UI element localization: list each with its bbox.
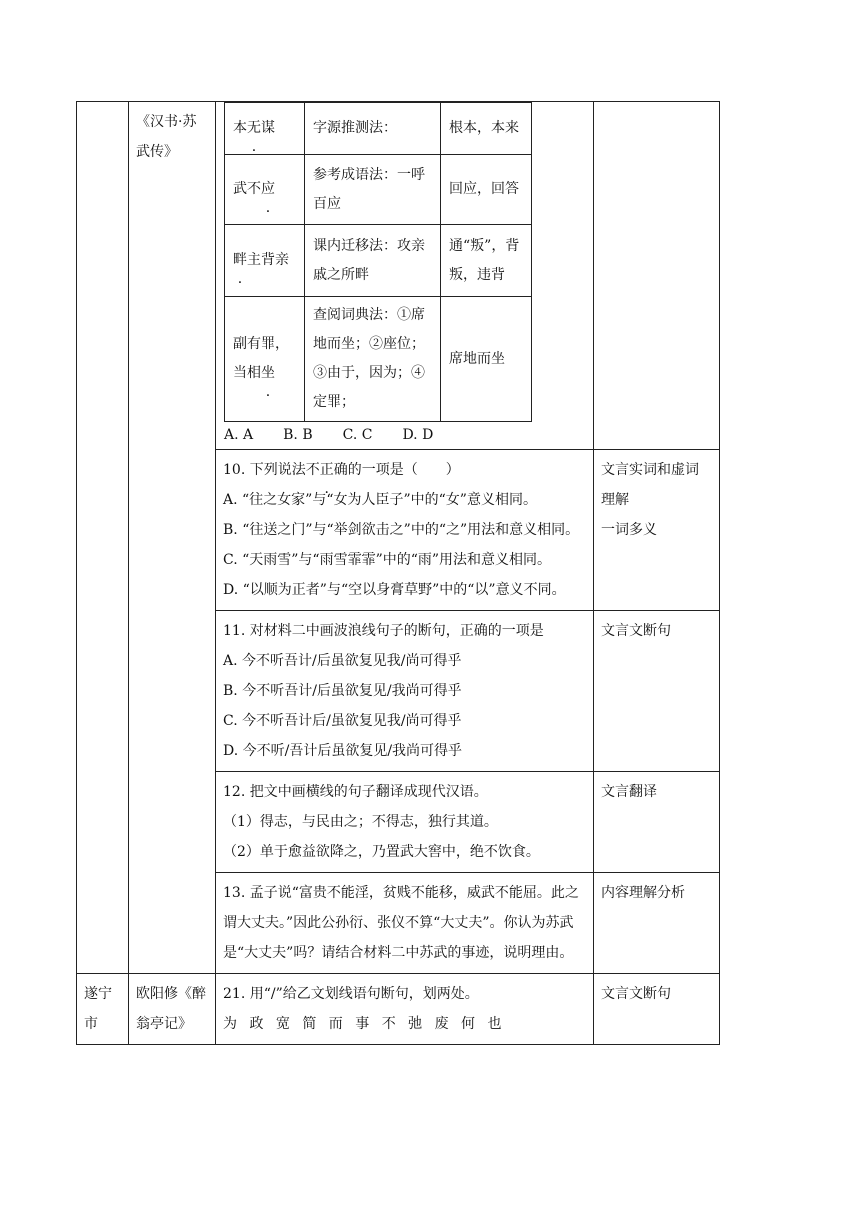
tag-cell bbox=[594, 974, 720, 1045]
sentence-2: （2）单于愈益欲降之，乃置武大窖中，绝不饮食。 bbox=[223, 844, 540, 860]
choice-b: B. 今不听吾计/后虽欲复见/我尚可得乎 bbox=[223, 683, 462, 699]
question-13 bbox=[216, 873, 594, 974]
vocab-method: 字源推测法： bbox=[305, 103, 441, 155]
skill-tag: 文言实词和虚词理解 bbox=[601, 462, 699, 508]
city-text: 遂宁市 bbox=[84, 986, 112, 1032]
vocab-row bbox=[225, 297, 532, 422]
vocab-word: 畔主背亲 bbox=[225, 225, 305, 297]
table-row bbox=[77, 102, 720, 450]
skill-tag: 内容理解分析 bbox=[601, 885, 685, 901]
question-stem: 21. 用“/”给乙文划线语句断句，划两处。 bbox=[223, 986, 479, 1002]
question-stem: 10. 下列说法不正确的一项是（ ） bbox=[223, 462, 460, 478]
answer-options bbox=[224, 422, 593, 445]
vocab-row bbox=[225, 225, 532, 297]
skill-tag: 文言翻译 bbox=[601, 784, 657, 800]
option-a: A. A bbox=[224, 427, 254, 443]
table-row bbox=[77, 974, 720, 1045]
vocab-meaning: 席地而坐 bbox=[441, 297, 532, 422]
source-cell bbox=[129, 974, 216, 1045]
tag-cell bbox=[594, 611, 720, 772]
skill-tag: 文言文断句 bbox=[601, 986, 671, 1002]
question-10 bbox=[216, 450, 594, 611]
question-21 bbox=[216, 974, 594, 1045]
vocab-method: 课内迁移法：攻亲戚之所畔 bbox=[305, 225, 441, 297]
choice-a: A. “往之女家”与“女为人臣子”中的“女”意义相同。 bbox=[223, 492, 537, 508]
question-cell bbox=[216, 102, 594, 450]
option-d: D. D bbox=[402, 427, 434, 443]
vocab-meaning: 通“叛”，背叛，违背 bbox=[441, 225, 532, 297]
vocab-word: 本无谋 bbox=[225, 103, 305, 155]
source-text: 欧阳修《醉翁亭记》 bbox=[136, 986, 206, 1032]
tag-cell bbox=[594, 873, 720, 974]
tag-cell bbox=[594, 450, 720, 611]
choice-c: C. 今不听吾计后/虽欲复见我/尚可得乎 bbox=[223, 713, 462, 729]
choice-c: C. “天雨雪”与“雨雪霏霏”中的“雨”用法和意义相同。 bbox=[223, 552, 552, 568]
vocab-meaning: 根本，本来 bbox=[441, 103, 532, 155]
tag-cell bbox=[594, 102, 720, 450]
vocab-row bbox=[225, 103, 532, 155]
vocab-meaning: 回应，回答 bbox=[441, 155, 532, 225]
city-cell bbox=[77, 102, 129, 974]
source-cell bbox=[129, 102, 216, 974]
sentence-1: （1）得志，与民由之；不得志，独行其道。 bbox=[223, 814, 498, 830]
skill-subtag: 一词多义 bbox=[601, 522, 657, 538]
vocab-word: 副有罪，当相坐 bbox=[225, 297, 305, 422]
choice-d: D. 今不听/吾计后虽欲复见/我尚可得乎 bbox=[223, 743, 463, 759]
vocab-method: 查阅词典法：①席地而坐；②座位；③由于，因为；④定罪； bbox=[305, 297, 441, 422]
vocab-method: 参考成语法：一呼百应 bbox=[305, 155, 441, 225]
choice-a: A. 今不听吾计/后虽欲复见我/尚可得乎 bbox=[223, 653, 462, 669]
option-c: C. C bbox=[342, 427, 373, 443]
sentence-to-split: 为 政 宽 简 而 事 不 弛 废 何 也 bbox=[223, 1016, 506, 1032]
vocab-row bbox=[225, 155, 532, 225]
tag-cell bbox=[594, 772, 720, 873]
choice-d: D. “以顺为正者”与“空以身膏草野”中的“以”意义不同。 bbox=[223, 582, 566, 598]
option-b: B. B bbox=[283, 427, 313, 443]
vocab-word: 武不应 bbox=[225, 155, 305, 225]
question-11 bbox=[216, 611, 594, 772]
exam-analysis-table bbox=[76, 101, 720, 1045]
question-stem: 13. 孟子说“富贵不能淫，贫贱不能移，威武不能屈。此之谓大丈夫。”因此公孙衍、张仪不算“大丈夫”。你认为苏武是“大丈夫”吗？请结合材料二中苏武的事迹，说明理由。 bbox=[223, 885, 579, 961]
source-text: 《汉书·苏武传》 bbox=[136, 114, 197, 160]
skill-tag: 文言文断句 bbox=[601, 623, 671, 639]
city-cell bbox=[77, 974, 129, 1045]
vocab-table bbox=[224, 102, 532, 422]
question-stem: 11. 对材料二中画波浪线句子的断句，正确的一项是 bbox=[223, 623, 544, 639]
question-12 bbox=[216, 772, 594, 873]
question-stem: 12. 把文中画横线的句子翻译成现代汉语。 bbox=[223, 784, 488, 800]
choice-b: B. “往送之门”与“举剑欲击之”中的“之”用法和意义相同。 bbox=[223, 522, 580, 538]
